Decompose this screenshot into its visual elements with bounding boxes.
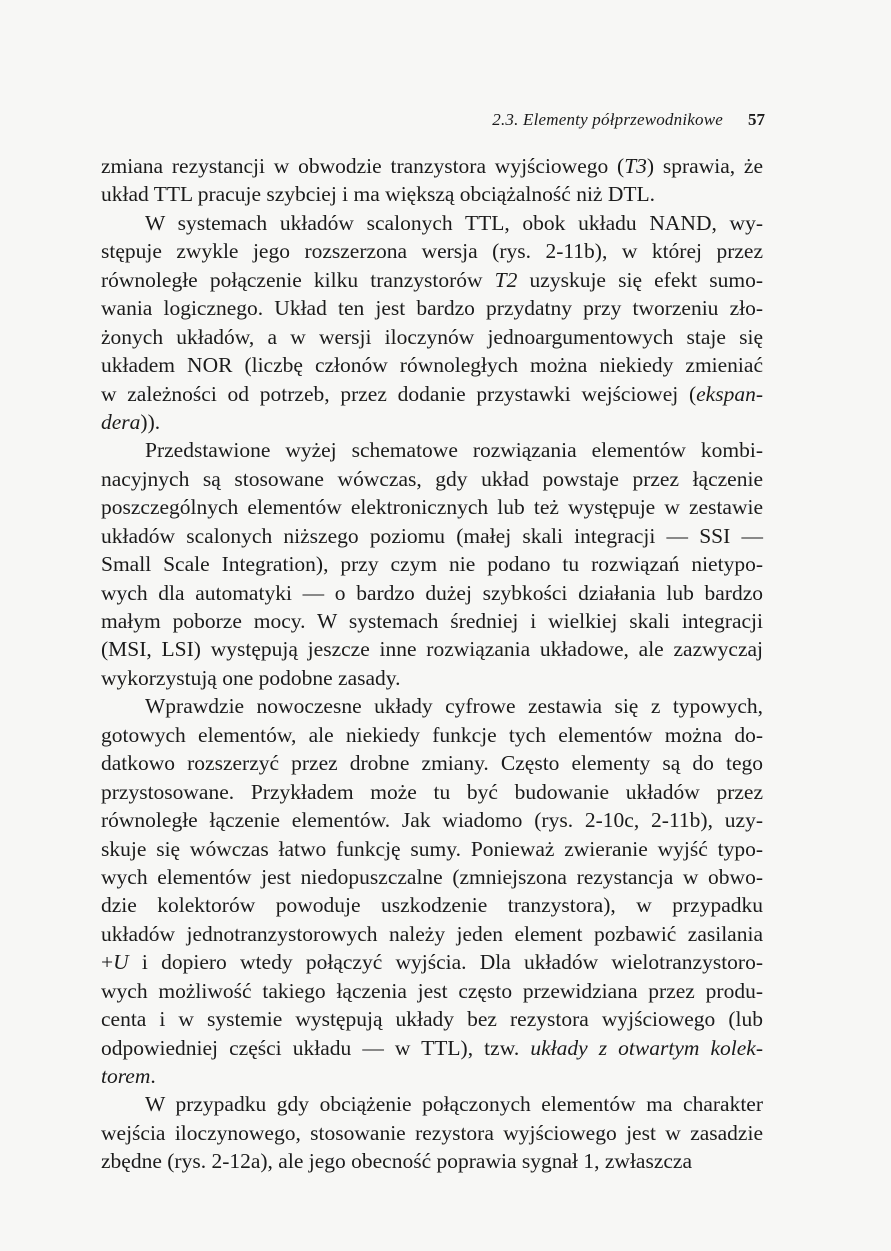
text-run: równoległe łączenie elementów. Jak wiadomo (rys. 2-10c, 2-11b), uzy- — [101, 808, 763, 833]
running-head — [100, 110, 765, 134]
page-number: 57 — [748, 110, 765, 129]
text-line — [101, 1005, 763, 1033]
text-line — [101, 522, 763, 550]
text-run: . — [150, 1064, 156, 1088]
italic-text: T2 — [494, 267, 518, 292]
text-run: ) sprawia, że — [646, 154, 763, 178]
text-line — [101, 977, 763, 1005]
text-run: datkowo rozszerzyć przez drobne zmiany. Często elementy są do tego — [101, 751, 763, 776]
text-line — [101, 863, 763, 891]
text-run: małym poborze mocy. W systemach średniej i wielkiej skali integracji — [101, 609, 763, 633]
italic-text: T3 — [624, 154, 647, 178]
text-line — [101, 778, 763, 806]
text-line — [101, 152, 763, 180]
text-run: układ TTL pracuje szybciej i ma większą obciążalność niż DTL. — [101, 182, 656, 207]
text-line — [101, 323, 763, 351]
text-line — [101, 436, 763, 464]
body-text — [101, 152, 763, 1176]
text-run: )). — [140, 409, 161, 434]
text-run: nacyjnych są stosowane wówczas, gdy układ powstaje przez łączenie — [101, 466, 763, 491]
text-line — [101, 1147, 763, 1175]
text-line — [101, 351, 763, 379]
text-run: gotowych elementów, ale niekiedy funkcje tych elementów można do- — [101, 722, 763, 747]
italic-text: dera — [101, 409, 141, 434]
text-run: wania logicznego. Układ ten jest bardzo przydatny przy tworzeniu zło- — [101, 296, 763, 321]
paragraph — [101, 209, 763, 437]
text-run: wych dla automatyki — o bardzo dużej szybkości działania lub bardzo — [101, 580, 763, 605]
text-run: równoległe połączenie kilku tranzystorów — [101, 267, 495, 292]
text-line — [101, 1119, 763, 1147]
text-run: zbędne (rys. 2-12a), ale jego obecność poprawia sygnał 1, zwłaszcza — [101, 1149, 692, 1174]
text-run: zmiana rezystancji w obwodzie tranzystora wyjściowego ( — [101, 154, 625, 178]
text-line — [101, 266, 763, 294]
text-run: przystosowane. Przykładem może tu być budowanie układów przez — [101, 779, 763, 804]
text-run: Przedstawione wyżej schematowe rozwiązania elementów kombi- — [145, 438, 763, 463]
text-run: poszczególnych elementów elektronicznych lub też występuje w zestawie — [101, 495, 763, 520]
text-run: Wprawdzie nowoczesne układy cyfrowe zestawia się z typowych, — [145, 694, 763, 719]
text-line — [101, 664, 763, 692]
text-line — [101, 550, 763, 578]
text-run: wych możliwość takiego łączenia jest często przewidziana przez produ- — [101, 978, 763, 1003]
text-line — [101, 408, 763, 436]
text-line — [101, 493, 763, 521]
text-run: w zależności od potrzeb, przez dodanie przystawki wejściowej ( — [101, 381, 697, 406]
text-run: (MSI, LSI) występują jeszcze inne rozwiązania układowe, ale zazwyczaj — [101, 637, 763, 662]
text-line — [101, 465, 763, 493]
text-line — [101, 1062, 763, 1090]
paragraph — [101, 1090, 763, 1175]
text-line — [101, 237, 763, 265]
text-line — [101, 380, 763, 408]
text-line — [101, 294, 763, 322]
text-line — [101, 692, 763, 720]
text-run: odpowiedniej części układu — w TTL), tzw. — [101, 1035, 531, 1060]
text-run: wykorzystują one podobne zasady. — [101, 665, 401, 690]
text-run: układem NOR (liczbę członów równoległych można niekiedy zmieniać — [101, 353, 763, 378]
text-line — [101, 607, 763, 635]
text-line — [101, 635, 763, 663]
italic-text: torem — [101, 1064, 151, 1088]
text-run: stępuje zwykle jego rozszerzona wersja (rys. 2-11b), w której przez — [101, 239, 763, 264]
paragraph — [101, 692, 763, 1090]
text-line — [101, 180, 763, 208]
text-run: + — [101, 950, 114, 975]
text-run: centa i w systemie występują układy bez rezystora wyjściowego (lub — [101, 1007, 763, 1032]
text-run: W systemach układów scalonych TTL, obok układu NAND, wy- — [145, 210, 763, 235]
text-run: uzyskuje się efekt sumo- — [517, 267, 764, 292]
text-line — [101, 835, 763, 863]
text-run: dzie kolektorów powoduje uszkodzenie tranzystora), w przypadku — [101, 893, 763, 918]
paragraph — [101, 152, 763, 209]
text-line — [101, 948, 763, 976]
italic-text: ekspan- — [696, 381, 763, 406]
text-line — [101, 1090, 763, 1118]
text-run: układów jednotranzystorowych należy jeden element pozbawić zasilania — [101, 921, 763, 946]
text-line — [101, 1034, 763, 1062]
text-line — [101, 749, 763, 777]
text-line — [101, 806, 763, 834]
text-line — [101, 920, 763, 948]
text-line — [101, 721, 763, 749]
paragraph — [101, 436, 763, 692]
text-line — [101, 209, 763, 237]
text-line — [101, 891, 763, 919]
text-run: wejścia iloczynowego, stosowanie rezystora wyjściowego jest w zasadzie — [101, 1120, 763, 1145]
text-run: W przypadku gdy obciążenie połączonych elementów ma charakter — [145, 1092, 763, 1117]
text-run: i dopiero wtedy połączyć wyjścia. Dla układów wielotranzystoro- — [128, 950, 763, 975]
text-run: skuje się wówczas łatwo funkcję sumy. Ponieważ zwieranie wyjść typo- — [101, 836, 763, 861]
text-run: żonych układów, a w wersji iloczynów jednoargumentowych staje się — [101, 324, 763, 349]
text-line — [101, 579, 763, 607]
text-run: układów scalonych niższego poziomu (małej skali integracji — SSI — — [101, 523, 763, 548]
text-run: Small Scale Integration), przy czym nie podano tu rozwiązań nietypo- — [101, 552, 763, 577]
italic-text: U — [113, 950, 129, 975]
text-run: wych elementów jest niedopuszczalne (zmniejszona rezystancja w obwo- — [101, 864, 763, 889]
italic-text: układy z otwartym kolek- — [530, 1035, 763, 1060]
section-title: 2.3. Elementy półprzewodnikowe — [492, 110, 723, 129]
